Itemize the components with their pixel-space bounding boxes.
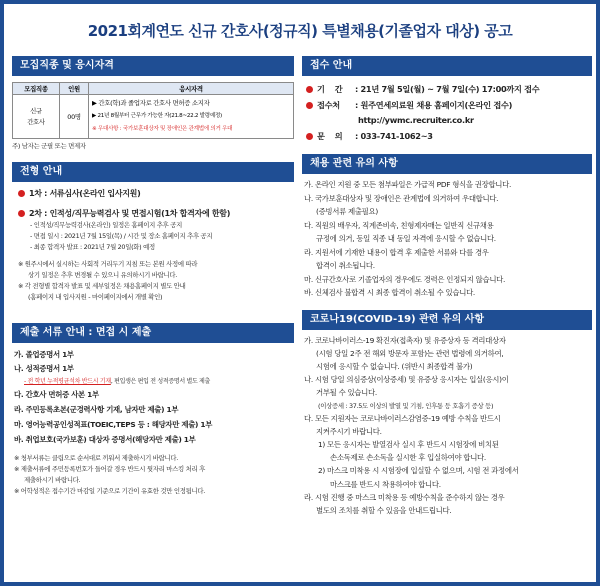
process-note1: ※ 원주시에서 실시하는 사회적 거리두기 지침 또는 본원 사정에 따라 [18, 260, 198, 268]
bullet-icon [18, 190, 25, 197]
caution-body [302, 174, 592, 300]
caution-2b: (증빙서류 제출필요) [316, 207, 378, 216]
qual-3: ※ 우대사항 : 국가보훈대상자 및 장애인은 관계법에 의거 우대 [92, 126, 233, 132]
recruit-note: 주) 남자는 군필 또는 면제자 [12, 142, 86, 150]
covid-2: 나. 시험 당일 의심증상(이상증세) 및 유증상 응시자는 입실(응시)이 [304, 375, 509, 385]
covid-1: 가. 코로나바이러스-19 확진자(접촉자) 및 유증상자 등 격리대상자 [304, 335, 506, 345]
process-note2b: (홈페이지 내 입사지원 - 마이페이지에서 개별 확인) [28, 293, 163, 301]
doc-b: 나. 성적증명서 1부 [14, 364, 74, 373]
bullet-icon [18, 210, 25, 217]
covid-3: 다. 모든 지원자는 코로나바이러스감염증-19 예방 수칙을 반드시 [304, 413, 501, 423]
job-cell: 신규 간호사 [13, 95, 60, 139]
process-body [12, 182, 294, 303]
bullet-icon [306, 133, 313, 140]
left-column [12, 56, 294, 497]
caution-header: 채용 관련 유의 사항 [302, 154, 592, 174]
recruit-table [12, 82, 294, 139]
process-note1b: 상기 일정은 추후 변경될 수 있으니 유의하시기 바랍니다. [28, 271, 177, 279]
apply-body [302, 76, 592, 144]
page-title: 2021회계연도 신규 간호사(정규직) 특별채용(기졸업자 대상) 공고 [87, 22, 513, 40]
doc-memo1: ※ 청부서류는 클립으로 순서대로 끼워서 제출하시기 바랍니다. [14, 454, 179, 462]
caution-3: 다. 직원의 배우자, 직계존비속, 친형제자매는 일반직 신규채용 [304, 220, 494, 230]
caution-4: 라. 지원서에 기재한 내용이 합격 후 제출한 서류와 다를 경우 [304, 247, 489, 257]
covid-body [302, 330, 592, 518]
doc-memo3: ※ 어학성적은 접수기간 마감일 기준으로 기간이 유효한 것만 인정됩니다. [14, 487, 205, 495]
covid-3c: 1) 모든 응시자는 발열검사 실시 후 반드시 시험장에 비치된 [318, 439, 499, 449]
covid-1c: 시험에 응시할 수 없습니다. (위반시 최종합격 불가) [316, 361, 473, 371]
bullet-icon [306, 102, 313, 109]
apply-contact: 문 의 : 033-741-1062~3 [306, 128, 592, 144]
right-column [302, 56, 592, 517]
caution-1: 가. 온라인 지원 중 모든 첨부파일은 가급적 PDF 형식을 권장합니다. [304, 180, 512, 189]
doc-e: 마. 영어능력공인성적표(TOEIC,TEPS 등 : 해당자만 제출) 1부 [14, 420, 213, 429]
covid-2c: (이상증세 : 37.5도 이상의 발열 및 기침, 인후통 등 호흡기 증상 등) [318, 401, 494, 410]
covid-4: 라. 시험 진행 중 마스크 미착용 등 예방수칙을 준수하지 않는 경우 [304, 492, 505, 502]
qual-1: ▶ 간호(학)과 졸업자로 간호사 면허증 소지자 [92, 99, 210, 107]
process-step1: 1차 : 서류심사(온라인 입사지원) [18, 188, 294, 200]
caution-6: 바. 신체검사 불합격 시 최종 합격이 취소될 수 있습니다. [304, 288, 475, 297]
apply-period: 기 간 : 21년 7월 5일(월) ~ 7월 7일(수) 17:00까지 접수 [306, 81, 592, 97]
covid-3f: 마스크를 반드시 착용하여야 합니다. [330, 479, 441, 489]
doc-a: 가. 졸업증명서 1부 [14, 350, 74, 359]
caution-4b: 합격이 취소됩니다. [316, 261, 375, 270]
doc-d: 라. 주민등록초본(군경력사항 기재, 남자만 제출) 1부 [14, 405, 179, 414]
recruit-header: 모집직종 및 응시자격 [12, 56, 294, 76]
docs-header: 제출 서류 안내 : 면접 시 제출 [12, 323, 294, 343]
process-header: 전형 안내 [12, 162, 294, 182]
bullet-icon [306, 86, 313, 93]
process-note2: ※ 각 전형별 합격자 발표 및 세부일정은 채용홈페이지 별도 안내 [18, 282, 186, 290]
covid-header: 코로나19(COVID-19) 관련 유의 사항 [302, 310, 592, 330]
doc-memo2: ※ 제출서류에 주민등록번호가 들어갈 경우 반드시 뒷자리 마스킹 처리 후 [14, 465, 205, 473]
caution-2: 나. 국가보훈대상자 및 장애인은 관계법에 의거하여 우대합니다. [304, 193, 499, 203]
apply-header: 접수 안내 [302, 56, 592, 76]
covid-4b: 별도의 조치를 취할 수 있음을 안내드립니다. [316, 505, 452, 515]
qual-2: ▶ 21년 8월부터 근무가 가능한 자(21.8~22.2 발령예정) [92, 113, 222, 119]
covid-3b: 지켜주시기 바랍니다. [316, 426, 382, 436]
col-qual: 응시자격 [89, 83, 294, 95]
process-2c: - 최종 합격자 발표 : 2021년 7월 20일(화) 예정 [30, 243, 155, 251]
col-num: 인원 [60, 83, 89, 95]
docs-body [12, 343, 294, 497]
doc-b-detail: - 전 학년 누적평균석차 반드시 기재, 편입생은 편입 전 성적증명서 별도 제출 [24, 378, 211, 385]
caution-3b: 규정에 의거, 동일 직종 내 동일 자격에 응시할 수 없습니다. [316, 234, 496, 243]
num-cell: 00명 [60, 95, 89, 139]
process-2b: - 면접 일시 : 2021년 7월 15일(목) / 시간 및 장소 홈페이지 추후 공지 [30, 232, 213, 240]
col-job: 모집직종 [13, 83, 60, 95]
qual-cell [89, 95, 294, 139]
process-step2: 2차 : 인적성/직무능력검사 및 면접시험(1차 합격자에 한함) [18, 208, 294, 220]
doc-f: 바. 취업보호(국가보훈) 대상자 증명서(해당자만 제출) 1부 [14, 435, 196, 444]
notice-frame [4, 4, 596, 582]
doc-c: 다. 간호사 면허증 사본 1부 [14, 390, 99, 399]
process-2a: - 인적성/직무능력검사(온라인) 일정은 홈페이지 추후 공지 [30, 221, 182, 229]
covid-2b: 거부될 수 있습니다. [316, 388, 377, 398]
apply-url[interactable]: http://ywmc.recruiter.co.kr [358, 115, 474, 125]
doc-memo2b: 제출하시기 바랍니다. [24, 476, 81, 484]
covid-1b: (시험 당일 2주 전 해외 방문자 포함)는 관련 법령에 의거하여, [316, 348, 504, 358]
covid-3e: 2) 마스크 미착용 시 시험장에 입실할 수 없으며, 시험 전 과정에서 [318, 466, 519, 476]
covid-3d: 손소독제로 손소독을 실시한 후 입실하여야 합니다. [330, 453, 486, 463]
caution-5: 마. 신규간호사로 기졸업자의 경우에도 경력은 인정되지 않습니다. [304, 274, 506, 284]
apply-place: 접수처 : 원주연세의료원 채용 홈페이지(온라인 접수) [306, 97, 592, 113]
